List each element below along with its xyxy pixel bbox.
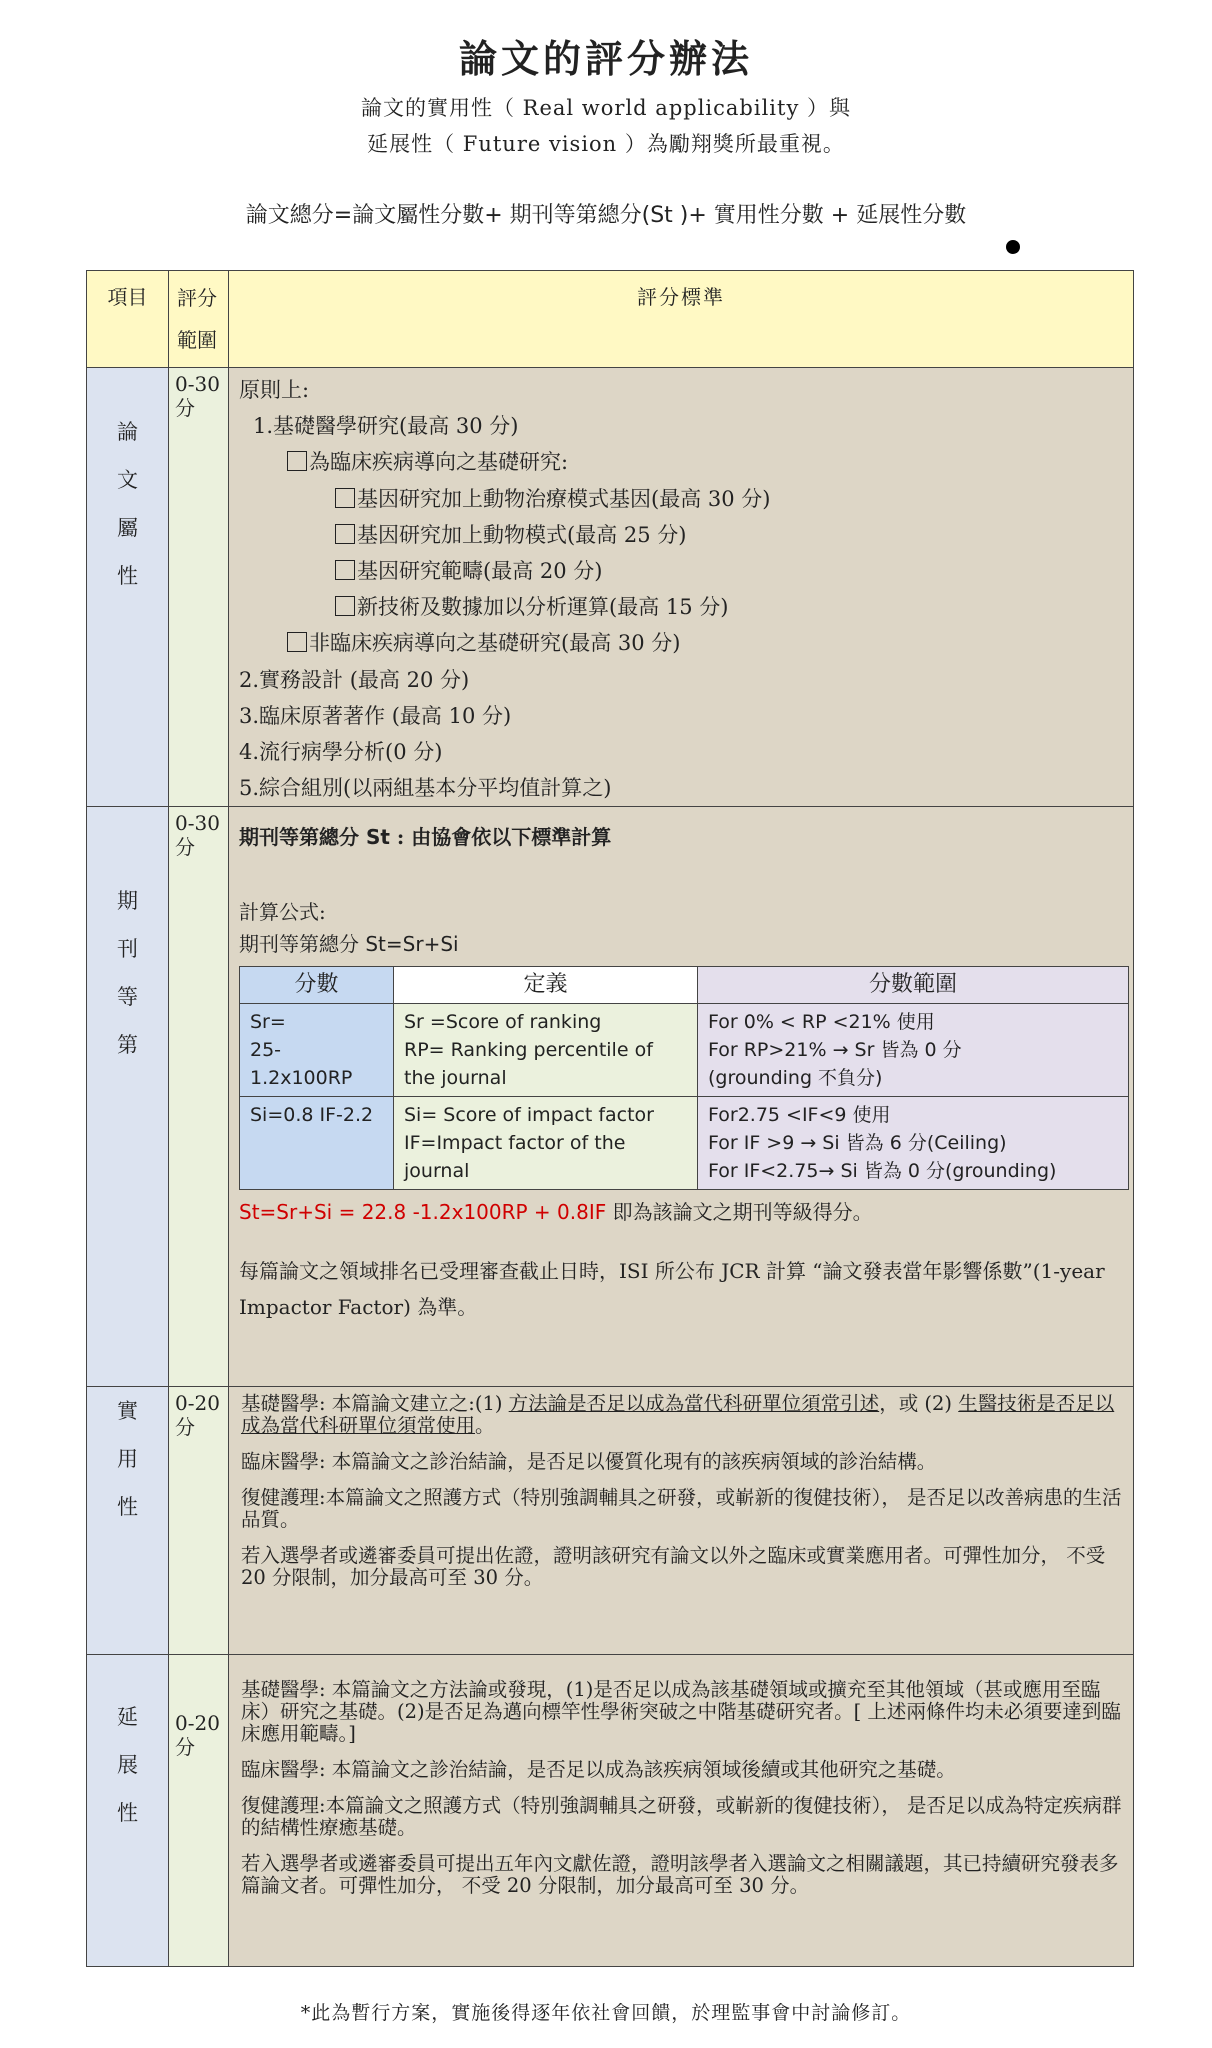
criteria-practicality	[229, 1387, 1134, 1655]
calc-label: 計算公式:	[239, 900, 326, 925]
attr-line-text: 基因研究範疇(最高 20 分)	[357, 559, 603, 584]
cat-char: 論	[117, 420, 138, 444]
journal-heading-b: St	[365, 825, 390, 850]
extension-basic: 基礎醫學: 本篇論文之方法論或發現，(1)是否足以成為該基礎領域或擴充至其他領域（甚或應用至臨床）研究之基礎。(2)是否足為邁向標竿性學術突破之中階基礎研究者。[ 上述兩條件均未必須要達到臨床應用範疇。]	[241, 1678, 1121, 1746]
header-range	[169, 271, 229, 368]
sr-range-3: (grounding 不負分)	[708, 1067, 883, 1090]
attr-line	[239, 553, 1133, 589]
checkbox-icon	[287, 632, 307, 652]
footer-note: *此為暫行方案，實施後得逐年依社會回饋，於理監事會中討論修訂。	[300, 2002, 912, 2024]
checkbox-icon	[287, 451, 307, 471]
attr-line: 5.綜合組別(以兩組基本分平均值計算之)	[239, 776, 612, 801]
range-paper-attributes: 0-30分	[169, 368, 229, 807]
attr-line-text: 基因研究加上動物模式(最高 25 分)	[357, 522, 687, 547]
cat-char: 性	[117, 1495, 138, 1520]
si-range	[698, 1097, 1129, 1190]
practical-bonus: 若入選學者或遴審委員可提出佐證，證明該研究有論文以外之臨床或實業應用者。可彈性加分， 不受 20 分限制，加分最高可至 30 分。	[241, 1544, 1106, 1590]
journal-heading-c: : 由協會依以下標準計算	[389, 825, 612, 850]
subtitle-line-2: 延展性（ Future vision ）為勵翔獎所最重視。	[367, 132, 845, 156]
attr-line: 2.實務設計 (最高 20 分)	[239, 667, 470, 692]
inner-row-sr	[240, 1004, 1129, 1097]
checkbox-icon	[335, 488, 355, 508]
sr-range-2: For RP>21% → Sr 皆為 0 分	[708, 1039, 962, 1062]
si-range-1: For2.75 <IF<9 使用	[708, 1104, 891, 1127]
header-range-1: 評分	[177, 286, 217, 310]
sr-formula-2: 25-1.2x100RP	[250, 1039, 353, 1090]
si-formula	[240, 1097, 394, 1190]
si-range-3: For IF<2.75→ Si 皆為 0 分(grounding)	[708, 1160, 1057, 1183]
cat-char: 第	[117, 1033, 138, 1058]
category-paper-attributes	[87, 368, 169, 807]
attr-line-text: 基因研究加上動物治療模式基因(最高 30 分)	[357, 486, 771, 511]
page-title: 論文的評分辦法	[458, 36, 753, 81]
category-extensibility	[87, 1655, 169, 1967]
header-item: 項目	[87, 271, 169, 368]
cat-char: 性	[117, 564, 138, 588]
total-score-formula: 論文總分=論文屬性分數+ 期刊等第總分(St )+ 實用性分數 + 延展性分數	[245, 203, 967, 228]
practical-rehab: 復健護理:本篇論文之照護方式（特別強調輔具之研發，或嶄新的復健技術）， 是否足以改善病患的生活品質。	[241, 1486, 1122, 1532]
inner-header-score: 分數	[240, 967, 394, 1004]
journal-heading	[239, 815, 1133, 850]
attr-line	[239, 589, 1133, 625]
inner-header-row	[240, 967, 1129, 1004]
checkbox-icon	[335, 524, 355, 544]
scoring-table	[86, 270, 1134, 1967]
cat-char: 展	[117, 1753, 138, 1778]
calc-formula	[239, 928, 1133, 960]
practical-basic-a: 基礎醫學: 本篇論文建立之:(1)	[241, 1392, 509, 1416]
si-formula-1: Si=0.8 IF-2.2	[250, 1104, 374, 1127]
cat-char: 期	[117, 889, 138, 914]
sr-range-1: For 0% < RP <21% 使用	[708, 1011, 935, 1034]
attr-line: 1.基礎醫學研究(最高 30 分)	[253, 414, 519, 439]
range-practicality: 0-20分	[169, 1387, 229, 1655]
sr-definition-2: RP= Ranking percentile of the journal	[404, 1039, 653, 1090]
practical-clinical: 臨床醫學: 本篇論文之診治結論，是否足以優質化現有的該疾病領域的診治結構。	[241, 1450, 937, 1474]
bullet-dot	[1006, 240, 1020, 254]
extension-bonus: 若入選學者或遴審委員可提出五年內文獻佐證，證明該學者入選論文之相關議題，其已持續研究發表多篇論文者。可彈性加分， 不受 20 分限制，加分最高可至 30 分。	[241, 1852, 1119, 1898]
attr-line-text: 非臨床疾病導向之基礎研究(最高 30 分)	[309, 631, 681, 656]
attr-line	[239, 481, 1133, 517]
sr-range	[698, 1004, 1129, 1097]
attr-line: 3.臨床原著著作 (最高 10 分)	[239, 703, 512, 728]
journal-score-table	[239, 966, 1129, 1190]
header-range-2: 範圍	[177, 328, 217, 352]
attr-line	[239, 444, 1133, 480]
sr-formula-1: Sr=	[250, 1011, 286, 1034]
practical-basic-b: 方法論是否足以成為當代科研單位須常引述	[508, 1392, 880, 1416]
journal-heading-a: 期刊等第總分	[239, 825, 366, 850]
calc-formula-b: St=Sr+Si	[365, 932, 459, 957]
practical-basic	[241, 1393, 1123, 1437]
category-journal-rank	[87, 807, 169, 1387]
cat-char: 性	[117, 1801, 138, 1826]
cat-char: 用	[117, 1447, 138, 1472]
inner-row-si	[240, 1097, 1129, 1190]
criteria-journal-rank	[229, 807, 1134, 1387]
range-extensibility	[169, 1655, 229, 1967]
cat-char: 文	[117, 468, 138, 492]
attr-line: 4.流行病學分析(0 分)	[239, 740, 443, 765]
sr-formula	[240, 1004, 394, 1097]
subtitle-line-1: 論文的實用性（ Real world applicability ）與	[360, 96, 851, 120]
practical-basic-d: 生醫技術是否足以成為當代科研單位須常使用	[241, 1392, 1115, 1438]
checkbox-icon	[335, 560, 355, 580]
extension-clinical: 臨床醫學: 本篇論文之診治結論，是否足以成為該疾病領域後續或其他研究之基礎。	[241, 1758, 956, 1782]
inner-header-range: 分數範圍	[698, 967, 1129, 1004]
calc-block	[239, 896, 1133, 960]
sr-definition-1: Sr =Score of ranking	[404, 1011, 602, 1034]
checkbox-icon	[335, 596, 355, 616]
cat-char: 刊	[117, 937, 138, 962]
si-definition-1: Si= Score of impact factor	[404, 1104, 654, 1127]
row-practicality	[87, 1387, 1134, 1655]
row-journal-rank	[87, 807, 1134, 1387]
si-definition	[394, 1097, 698, 1190]
cat-char: 實	[117, 1399, 138, 1424]
attr-line	[239, 517, 1133, 553]
criteria-paper-attributes	[229, 368, 1134, 807]
header-criteria: 評分標準	[229, 271, 1134, 368]
cat-char: 等	[117, 985, 138, 1010]
inner-header-definition: 定義	[394, 967, 698, 1004]
calc-formula-a: 期刊等第總分	[239, 932, 366, 957]
si-definition-2: IF=Impact factor of the journal	[404, 1132, 626, 1183]
sr-definition	[394, 1004, 698, 1097]
attr-line	[239, 625, 1133, 661]
total-formula-red: St=Sr+Si = 22.8 -1.2x100RP + 0.8IF	[239, 1200, 607, 1225]
total-formula-rest: 即為該論文之期刊等級得分。	[606, 1200, 873, 1225]
practical-basic-e: 。	[475, 1414, 495, 1438]
journal-total-formula	[239, 1196, 1133, 1225]
criteria-extensibility	[229, 1655, 1134, 1967]
cat-char: 屬	[117, 516, 138, 540]
range-extensibility-text: 0-20分	[175, 1711, 220, 1760]
row-extensibility	[87, 1655, 1134, 1967]
extension-rehab: 復健護理:本篇論文之照護方式（特別強調輔具之研發，或嶄新的復健技術）， 是否足以成為特定疾病群的結構性療癒基礎。	[241, 1794, 1122, 1840]
category-practicality	[87, 1387, 169, 1655]
attr-line: 原則上:	[239, 378, 310, 402]
attr-line-text: 新技術及數據加以分析運算(最高 15 分)	[357, 595, 729, 620]
attr-line-text: 為臨床疾病導向之基礎研究:	[309, 450, 569, 475]
journal-note: 每篇論文之領域排名已受理審查截止日時，ISI 所公布 JCR 計算 “論文發表當年影響係數”(1-year Impactor Factor) 為準。	[239, 1259, 1105, 1320]
practical-basic-c: ，或 (2)	[879, 1392, 959, 1416]
row-paper-attributes	[87, 368, 1134, 807]
cat-char: 延	[117, 1705, 138, 1730]
si-range-2: For IF >9 → Si 皆為 6 分(Ceiling)	[708, 1132, 1007, 1155]
range-journal-rank: 0-30分	[169, 807, 229, 1387]
table-header-row	[87, 271, 1134, 368]
